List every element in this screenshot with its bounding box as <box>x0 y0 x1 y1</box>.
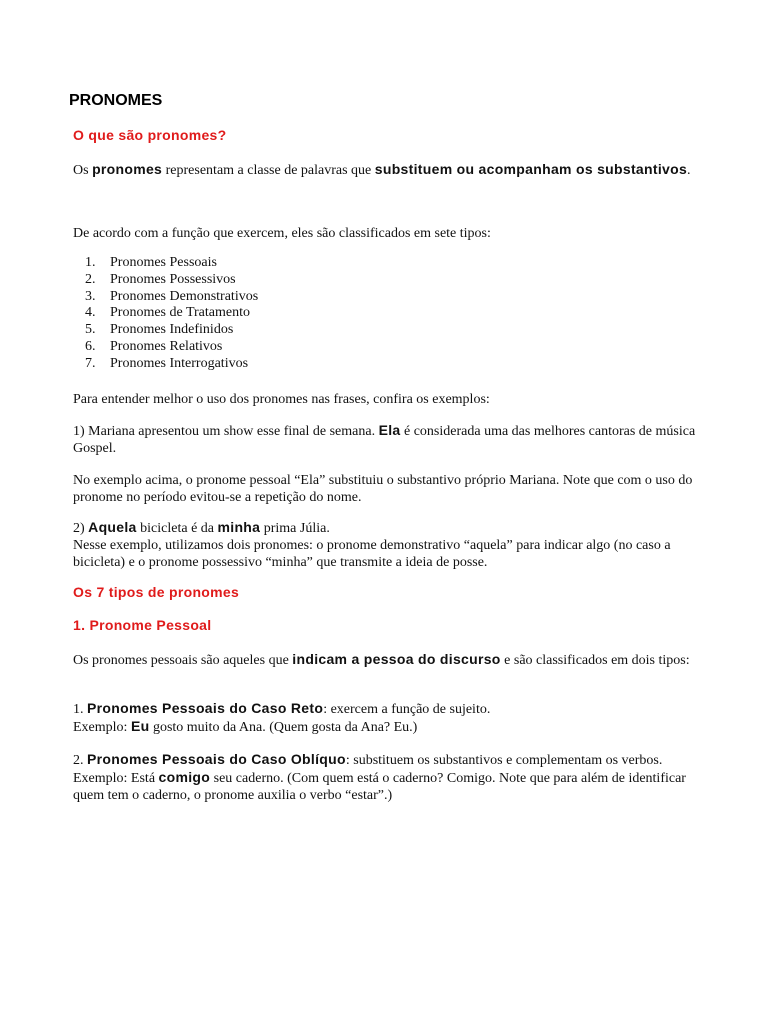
example-1-paragraph: 1) Mariana apresentou um show esse final de semana. Ela é considerada uma das melhores cantoras de música Gospel. <box>73 422 696 456</box>
oblique-case-paragraph: 2. Pronomes Pessoais do Caso Oblíquo: substituem os substantivos e complementam os verbos. Exemplo: Está comigo seu caderno. (Com quem está o caderno? Comigo. Note que para além de identificar quem tem o caderno, o pronome auxilia o verbo “estar”.) <box>73 751 686 803</box>
heading-what-are-pronouns: O que são pronomes? <box>73 127 227 143</box>
list-item: 3. Pronomes Demonstrativos <box>85 288 259 304</box>
example-2-paragraph: 2) Aquela bicicleta é da minha prima Júlia. Nesse exemplo, utilizamos dois pronomes: o pronome demonstrativo “aquela” para indicar algo (no caso a bicicleta) e o pronome possessivo “minha” que transmite a ideia de posse. <box>73 519 671 570</box>
classification-paragraph: De acordo com a função que exercem, eles são classificados em sete tipos: <box>73 226 491 241</box>
list-item: 2. Pronomes Possessivos <box>85 271 236 287</box>
intro-paragraph: Os pronomes representam a classe de palavras que substituem ou acompanham os substantivos. <box>73 161 691 178</box>
pronoun-types-list <box>73 255 258 373</box>
list-item: 5. Pronomes Indefinidos <box>85 322 234 338</box>
heading-seven-types: Os 7 tipos de pronomes <box>73 584 240 600</box>
examples-intro-paragraph: Para entender melhor o uso dos pronomes nas frases, confira os exemplos: <box>73 392 490 407</box>
list-item: 4. Pronomes de Tratamento <box>85 305 250 321</box>
personal-pronoun-description: Os pronomes pessoais são aqueles que indicam a pessoa do discurso e são classificados em dois tipos: <box>73 651 690 668</box>
straight-case-paragraph: 1. Pronomes Pessoais do Caso Reto: exercem a função de sujeito. Exemplo: Eu gosto muito da Ana. (Quem gosta da Ana? Eu.) <box>73 700 491 735</box>
list-item: 7. Pronomes Interrogativos <box>85 355 249 371</box>
list-item: 6. Pronomes Relativos <box>85 338 223 354</box>
list-item: 1. Pronomes Pessoais <box>85 255 217 270</box>
page-title: PRONOMES <box>69 92 163 109</box>
heading-personal-pronoun: 1. Pronome Pessoal <box>73 617 212 633</box>
example-1-note-paragraph: No exemplo acima, o pronome pessoal “Ela” substituiu o substantivo próprio Mariana. Note que com o uso do pronome no período evitou-se a repetição do nome. <box>73 473 693 505</box>
